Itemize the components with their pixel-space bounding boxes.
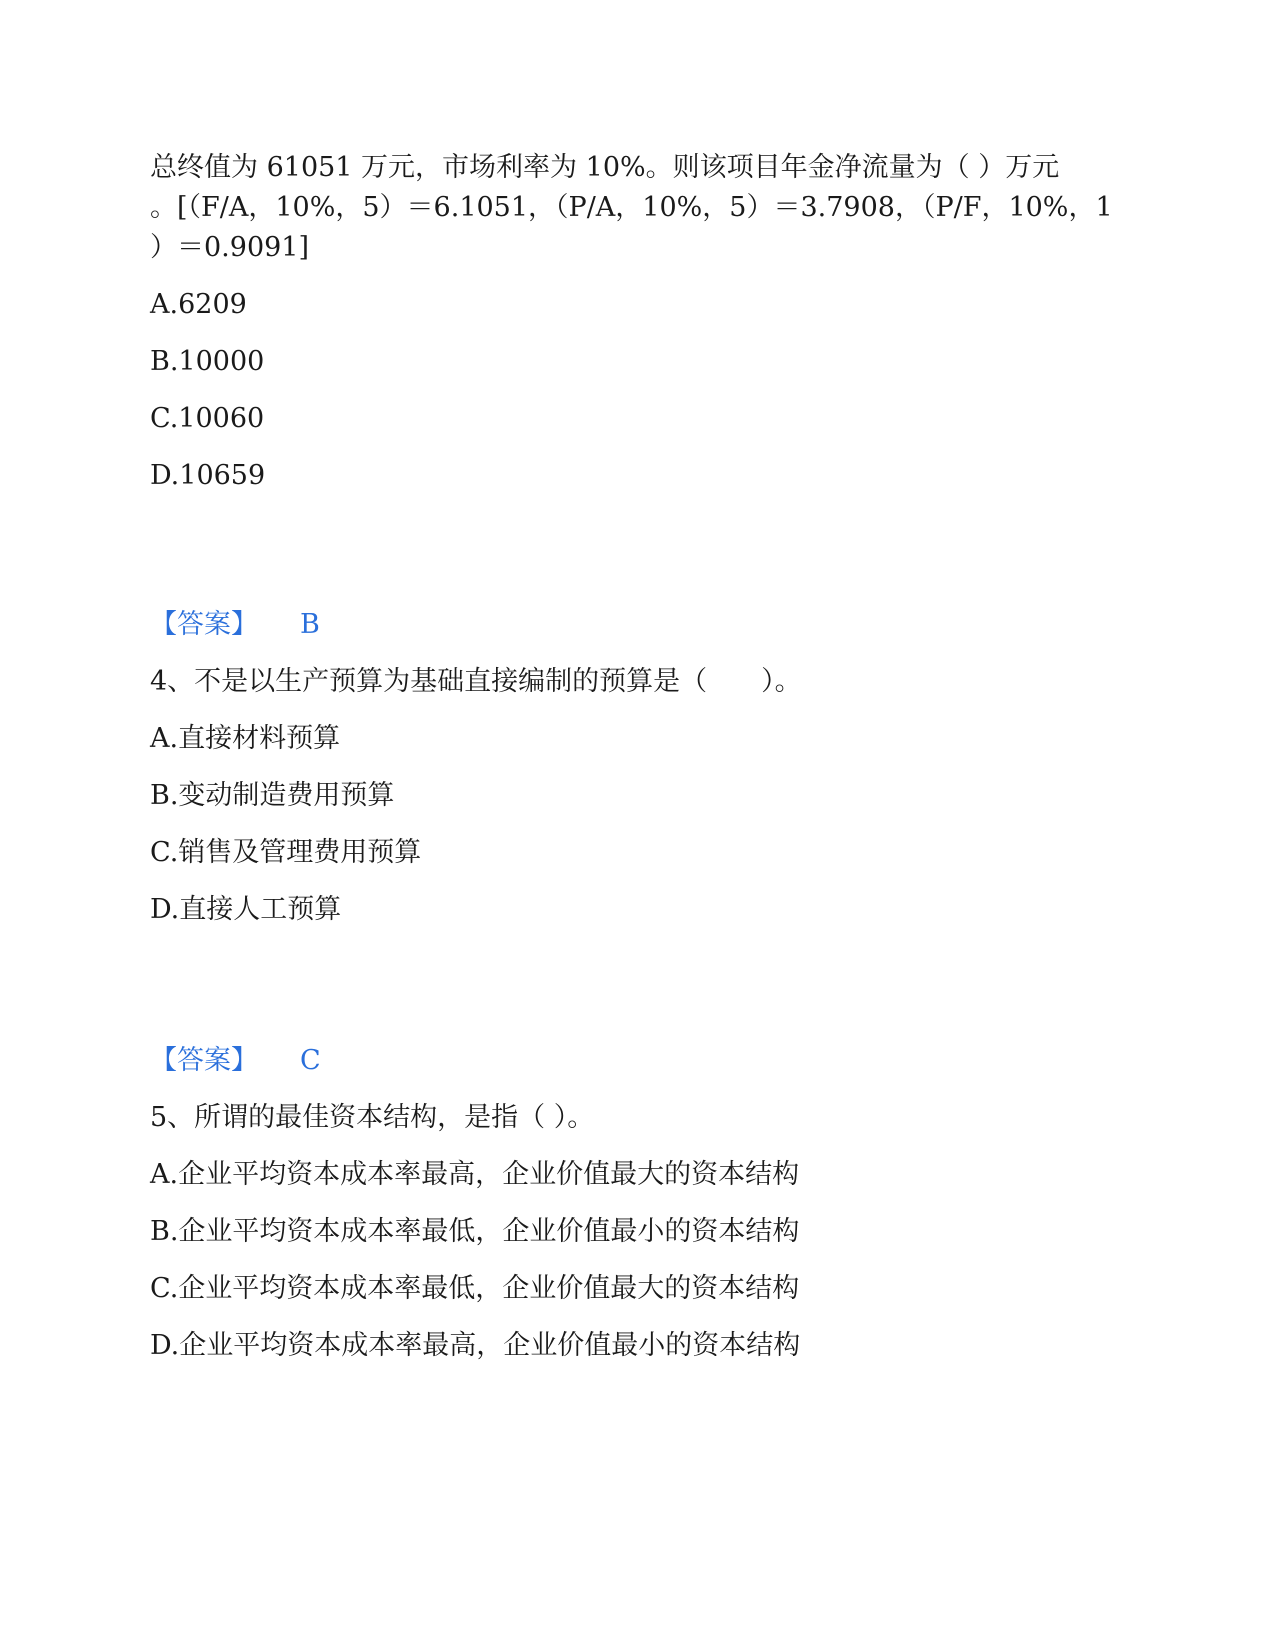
- question-3-stem-line-1: 总终值为 61051 万元，市场利率为 10%。则该项目年金净流量为（ ）万元: [150, 152, 1060, 183]
- question-5-option-b: B.企业平均资本成本率最低，企业价值最小的资本结构: [150, 1216, 800, 1247]
- question-4-option-d: D.直接人工预算: [150, 894, 342, 925]
- question-4-option-c: C.销售及管理费用预算: [150, 837, 422, 868]
- question-4-stem: 4、不是以生产预算为基础直接编制的预算是（ ）。: [150, 666, 802, 697]
- answer-value: B: [300, 609, 320, 640]
- question-4-answer: [150, 1046, 321, 1076]
- question-3-option-c: C.10060: [150, 403, 265, 434]
- question-3-stem-line-2: 。[（F/A，10%，5）＝6.1051，（P/A，10%，5）＝3.7908，（P/F，10%，1: [150, 192, 1113, 223]
- question-3-option-d: D.10659: [150, 460, 266, 491]
- answer-value: C: [300, 1045, 321, 1076]
- question-3-option-a: A.6209: [150, 289, 247, 320]
- question-4-option-a: A.直接材料预算: [150, 723, 341, 754]
- question-4-option-b: B.变动制造费用预算: [150, 780, 395, 811]
- answer-label: 【答案】: [150, 609, 258, 640]
- question-5-option-d: D.企业平均资本成本率最高，企业价值最小的资本结构: [150, 1330, 801, 1361]
- question-3-stem-line-3: ）＝0.9091]: [150, 232, 310, 263]
- question-5-option-c: C.企业平均资本成本率最低，企业价值最大的资本结构: [150, 1273, 800, 1304]
- question-3-option-b: B.10000: [150, 346, 265, 377]
- answer-label: 【答案】: [150, 1045, 258, 1076]
- question-5-option-a: A.企业平均资本成本率最高，企业价值最大的资本结构: [150, 1159, 800, 1190]
- question-5-stem: 5、所谓的最佳资本结构，是指（ ）。: [150, 1102, 595, 1133]
- question-3-answer: [150, 610, 320, 640]
